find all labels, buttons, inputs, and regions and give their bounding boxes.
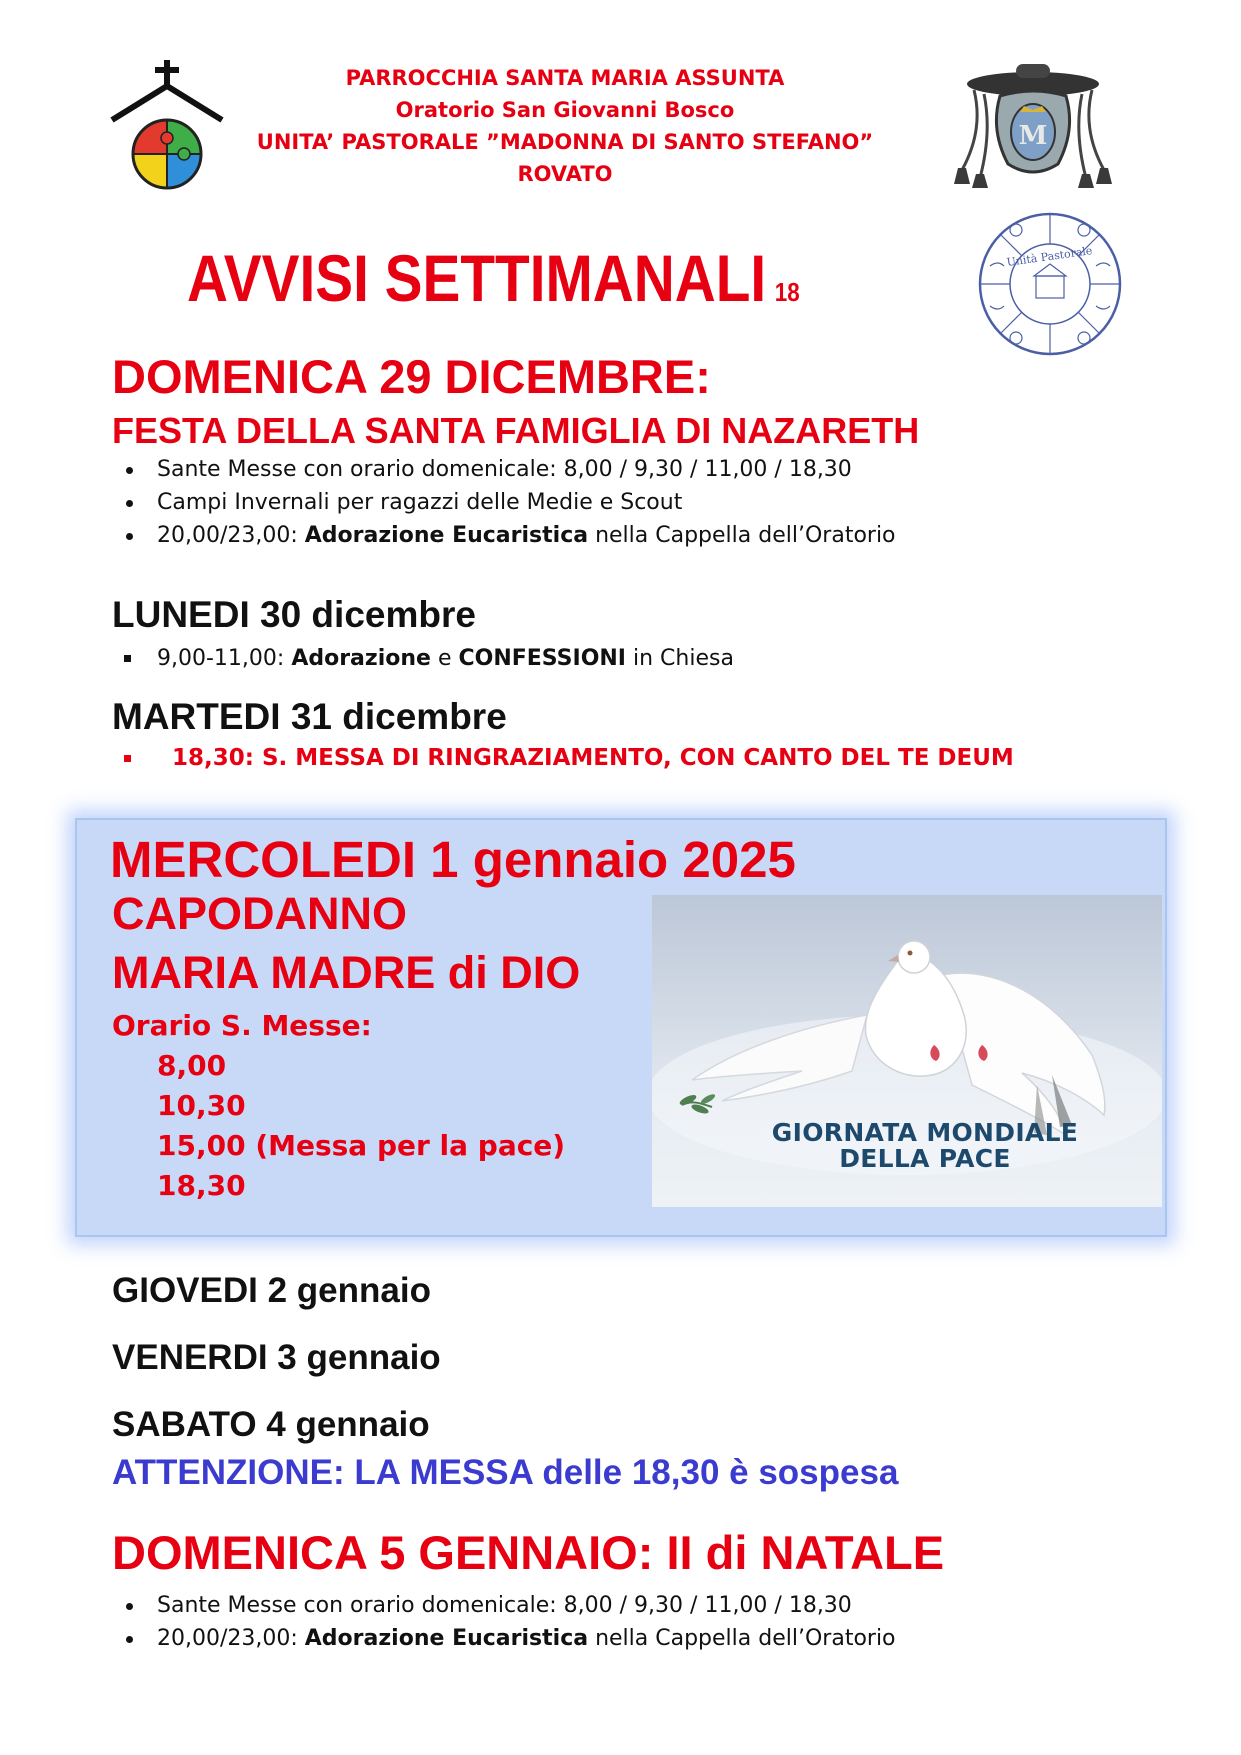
item-text: 20,00/23,00: bbox=[157, 1626, 305, 1651]
monday-heading: LUNEDI 30 dicembre bbox=[112, 594, 476, 635]
saturday-heading: SABATO 4 gennaio bbox=[112, 1405, 430, 1444]
item-text: Sante Messe con orario domenicale: 8,00 / 9,30 / 11,00 / 18,30 bbox=[157, 1593, 852, 1618]
parish-header bbox=[250, 62, 880, 190]
item-bold: Adorazione Eucaristica bbox=[304, 523, 589, 548]
list-item: 18,30: S. MESSA DI RINGRAZIAMENTO, CON CANTO DEL TE DEUM bbox=[112, 742, 1014, 775]
list-item bbox=[112, 642, 734, 675]
tuesday-heading: MARTEDI 31 dicembre bbox=[112, 696, 507, 737]
list-item bbox=[112, 453, 896, 486]
item-bold: Adorazione bbox=[291, 646, 431, 671]
list-item bbox=[112, 1622, 896, 1655]
friday-heading: VENERDI 3 gennaio bbox=[112, 1338, 441, 1377]
pastoral-unit-name: UNITA’ PASTORALE ”MADONNA DI SANTO STEFANO” bbox=[256, 130, 874, 154]
sunday2-list bbox=[112, 1589, 896, 1655]
svg-text:Unità Pastorale: Unità Pastorale bbox=[1005, 244, 1094, 269]
wednesday-heading: MERCOLEDI 1 gennaio 2025 bbox=[110, 831, 796, 888]
item-text: nella Cappella dell’Oratorio bbox=[588, 523, 896, 548]
issue-number: 18 bbox=[774, 277, 800, 307]
item-bold: CONFESSIONI bbox=[458, 646, 626, 671]
bishop-coat-of-arms-icon bbox=[944, 60, 1122, 188]
svg-text:M: M bbox=[1018, 121, 1048, 151]
peace-day-caption bbox=[700, 1120, 1150, 1172]
list-item bbox=[112, 1589, 896, 1622]
mass-label: Orario S. Messe: bbox=[112, 1009, 372, 1042]
mass-time: 18,30 bbox=[157, 1169, 246, 1202]
item-bold: Adorazione Eucaristica bbox=[304, 1626, 589, 1651]
list-item bbox=[112, 486, 896, 519]
pastoral-unit-seal-icon bbox=[976, 210, 1124, 358]
item-text: nella Cappella dell’Oratorio bbox=[588, 1626, 896, 1651]
list-item bbox=[112, 519, 896, 552]
item-text: Campi Invernali per ragazzi delle Medie e Scout bbox=[157, 490, 683, 515]
page-title-text: AVVISI SETTIMANALI bbox=[187, 241, 767, 315]
item-text: e bbox=[430, 646, 459, 671]
church-puzzle-logo bbox=[108, 58, 226, 194]
caption-line: DELLA PACE bbox=[839, 1144, 1011, 1173]
mass-time: 15,00 (Messa per la pace) bbox=[157, 1129, 566, 1162]
mass-schedule bbox=[112, 1006, 565, 1206]
sunday2-heading: DOMENICA 5 GENNAIO: II di NATALE bbox=[112, 1526, 945, 1579]
page-title bbox=[187, 243, 800, 327]
parish-name: PARROCCHIA SANTA MARIA ASSUNTA bbox=[345, 66, 785, 90]
wednesday-sub1: CAPODANNO bbox=[112, 888, 408, 939]
sunday1-heading: DOMENICA 29 DICEMBRE: bbox=[112, 350, 711, 403]
sunday1-list bbox=[112, 453, 896, 552]
item-text: 20,00/23,00: bbox=[157, 523, 305, 548]
oratory-name: Oratorio San Giovanni Bosco bbox=[395, 98, 735, 122]
sunday1-feast: FESTA DELLA SANTA FAMIGLIA DI NAZARETH bbox=[112, 410, 920, 451]
tuesday-list bbox=[112, 742, 1014, 775]
item-text: Sante Messe con orario domenicale: 8,00 / 9,30 / 11,00 / 18,30 bbox=[157, 457, 852, 482]
wednesday-sub2: MARIA MADRE di DIO bbox=[112, 947, 581, 998]
town-name: ROVATO bbox=[517, 162, 613, 186]
monday-list bbox=[112, 642, 734, 675]
mass-time: 8,00 bbox=[157, 1049, 227, 1082]
thursday-heading: GIOVEDI 2 gennaio bbox=[112, 1271, 431, 1310]
item-text: 9,00-11,00: bbox=[157, 646, 292, 671]
mass-time: 10,30 bbox=[157, 1089, 246, 1122]
caption-line: GIORNATA MONDIALE bbox=[771, 1118, 1079, 1147]
saturday-notice: ATTENZIONE: LA MESSA delle 18,30 è sospesa bbox=[112, 1453, 899, 1492]
item-text: in Chiesa bbox=[626, 646, 734, 671]
